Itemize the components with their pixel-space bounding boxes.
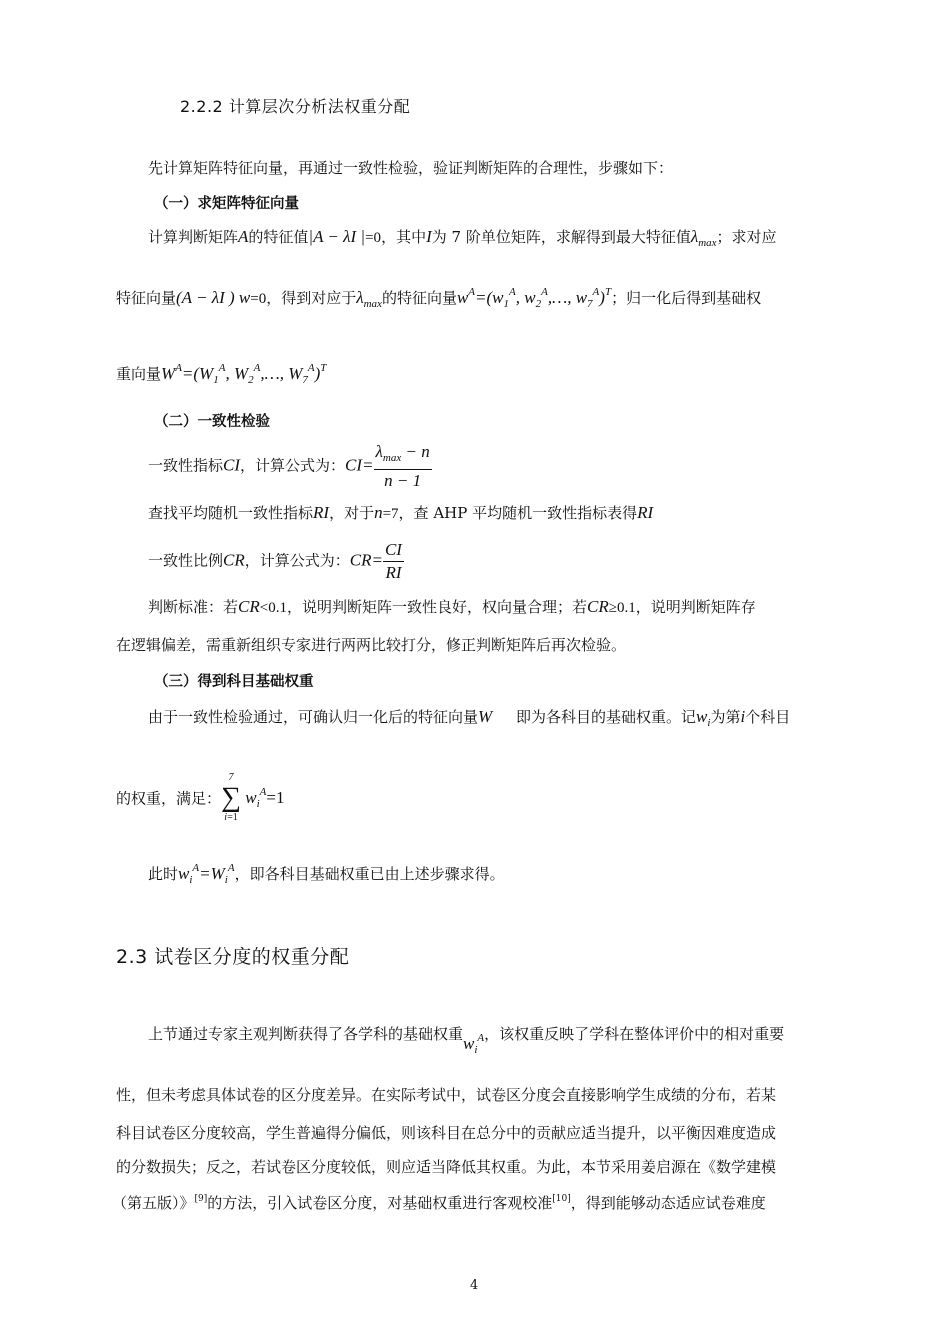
text-span: 计算判断矩阵 [148,228,239,246]
text-span: 判断标准：若 [148,598,239,616]
text-span: ；归一化后得到基础权 [611,289,762,307]
citation-10[interactable]: [10] [552,1194,571,1204]
text-span: ，得到能够动态适应试卷难度 [570,1194,766,1212]
text-span: 个科目 [745,708,791,726]
text-span: 为 7 阶单位矩阵，求解得到最大特征值 [431,228,691,246]
ri-line: 查找平均随机一致性指标RI，对于n=7，查 AHP 平均随机一致性指标表得RI [148,503,654,522]
text-span: 查找平均随机一致性指标 [148,504,314,522]
step3-line3: 此时$w_i^A=W_i^A$，即各科目基础权重已由上述步骤求得。 [148,862,505,886]
text-span: ；求对应 [716,228,777,246]
text-span: 即为各科目的基础权重。记 [516,708,697,726]
section-heading-2-2-2: 2.2.2 计算层次分析法权重分配 [180,97,411,116]
text-span: 为第 [710,708,741,726]
cr-fraction: $\frac{CI}{RI}$ [384,540,402,582]
intro-paragraph: 先计算矩阵特征向量，再通过一致性检验，验证判断矩阵的合理性，步骤如下： [148,159,674,177]
text-span: 的特征值 [248,228,309,246]
para23-line4: 的分数损失；反之，若试卷区分度较低，则应适当降低其权重。为此，本节采用姜启源在《数学建模 [116,1158,777,1176]
step2-heading: （二）一致性检验 [154,414,270,430]
text-span: 的特征向量 [381,289,457,307]
step3-line1: 由于一致性检验通过，可确认归一化后的特征向量W 即为各科目的基础权重。记$w_i$为第i个科目 [148,707,791,729]
text-span: 此时 [148,865,179,883]
section-heading-2-3: 2.3 试卷区分度的权重分配 [116,946,350,968]
step3-heading: （三）得到科目基础权重 [154,674,314,690]
text-span: 一致性指标 [148,456,224,475]
para23-line3: 科目试卷区分度较高，学生普遍得分偏低，则该科目在总分中的贡献应适当提升，以平衡因难度造成 [116,1124,777,1142]
step1-line2: 特征向量(A − λI ) w=0，得到对应于$\lambda_{max}$的特征向量$w^A=(w_1^A$, $w_2^A,\dots$, $w_7^A)^T$；归一化后得到基础权 [116,286,762,310]
step1-line3: 重向量$W^A=(W_1^A$, $W_2^A,\dots$, $W_7^A)^T$ [116,362,327,386]
cr-formula-line: 一致性比例CR，计算公式为：CR= $\frac{CI}{RI}$ [148,540,402,582]
para23-line2: 性，但未考虑具体试卷的区分度差异。在实际考试中，试卷区分度会直接影响学生成绩的分布，若某 [116,1086,777,1104]
text-span: ，说明判断矩阵一致性良好，权向量合理；若 [286,598,587,616]
sum-symbol: 7 ∑ i=1 [221,772,241,823]
text-span: ，即各科目基础权重已由上述步骤求得。 [234,865,505,883]
step3-line2: 的权重，满足： 7 ∑ i=1 $w_i^A=1$ [116,772,285,823]
text-span: 重向量 [116,365,162,383]
page-number: 4 [470,1278,479,1293]
text-span: 上节通过专家主观判断获得了各学科的基础权重 [148,1025,464,1043]
citation-9[interactable]: [9] [194,1194,208,1204]
text-span: ，计算公式为： [244,551,350,570]
judge-line1: 判断标准：若CR<0.1，说明判断矩阵一致性良好，权向量合理；若CR≥0.1，说明判断矩阵存 [148,597,756,616]
text-span: 由于一致性检验通过，可确认归一化后的特征向量 [148,708,479,726]
text-span: ，对于 [329,504,375,522]
text-span: 特征向量 [116,289,177,307]
text-span: ，说明判断矩阵存 [635,598,756,616]
para23-line5 [112,1192,766,1213]
ci-formula-line: 一致性指标CI，计算公式为：CI= $\frac{\lambda_{max} - n}{n - 1}$ [148,442,430,490]
para23-line1: 上节通过专家主观判断获得了各学科的基础权重$w_i^A$，该权重反映了学科在整体评价中的相对重要 [148,1025,785,1056]
text-span: 的方法，引入试卷区分度，对基础权重进行客观校准 [207,1194,553,1212]
text-span: ，计算公式为： [240,456,346,475]
text-span: ，其中 [381,228,427,246]
text-span: ，查 AHP 平均随机一致性指标表得 [398,504,638,522]
step1-line1: 计算判断矩阵A的特征值|A − λI |=0，其中I为 7 阶单位矩阵，求解得到最大特征值$\lambda_{max}$；求对应 [148,227,777,249]
text-span: 的权重，满足： [116,789,222,808]
step1-heading: （一）求矩阵特征向量 [154,196,299,212]
text-span: ，该权重反映了学科在整体评价中的相对重要 [484,1025,785,1043]
text-span: （第五版）》 [112,1194,195,1212]
text-span: ，得到对应于 [266,289,357,307]
text-span: 一致性比例 [148,551,224,570]
ci-fraction: $\frac{\lambda_{max} - n}{n - 1}$ [375,442,430,490]
judge-line2: 在逻辑偏差，需重新组织专家进行两两比较打分，修正判断矩阵后再次检验。 [116,636,627,654]
